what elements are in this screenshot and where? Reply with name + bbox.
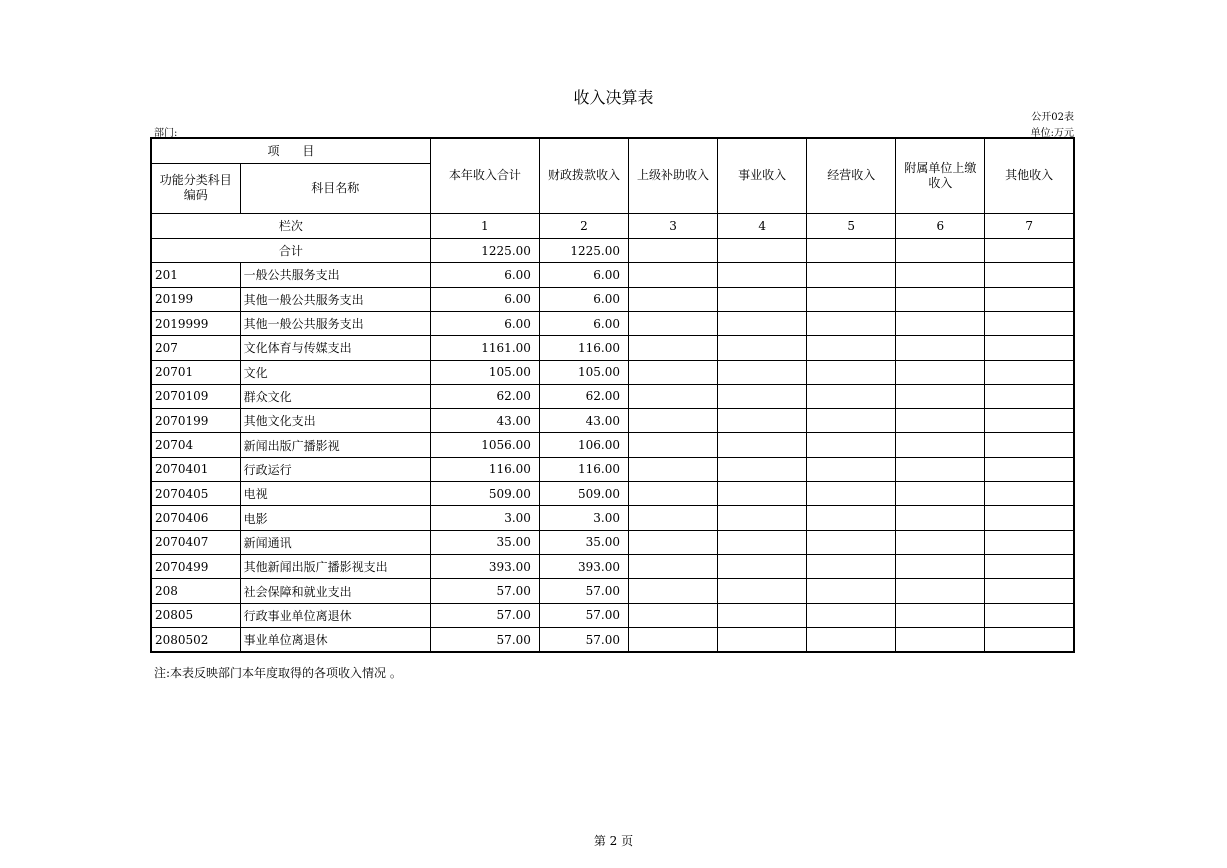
fiscal-allocation-cell: 62.00	[539, 384, 628, 408]
empty-cell	[985, 628, 1074, 652]
empty-cell	[807, 579, 896, 603]
name-cell: 行政运行	[240, 457, 430, 481]
empty-cell	[985, 579, 1074, 603]
empty-cell	[807, 603, 896, 627]
fiscal-allocation-cell: 57.00	[539, 579, 628, 603]
total-income-cell: 1056.00	[430, 433, 539, 457]
empty-cell	[896, 628, 985, 652]
total-income-cell: 6.00	[430, 287, 539, 311]
empty-cell	[807, 263, 896, 287]
empty-cell	[896, 238, 985, 262]
empty-cell	[807, 482, 896, 506]
empty-cell	[985, 530, 1074, 554]
empty-cell	[629, 555, 718, 579]
empty-cell	[807, 555, 896, 579]
project-header: 项 目	[151, 138, 430, 163]
empty-cell	[896, 579, 985, 603]
code-cell: 20701	[151, 360, 240, 384]
empty-cell	[807, 336, 896, 360]
empty-cell	[896, 530, 985, 554]
empty-cell	[718, 555, 807, 579]
name-cell: 电视	[240, 482, 430, 506]
empty-cell	[629, 360, 718, 384]
empty-cell	[718, 506, 807, 530]
empty-cell	[718, 433, 807, 457]
total-income-cell: 57.00	[430, 603, 539, 627]
code-cell: 2019999	[151, 311, 240, 335]
fiscal-allocation-cell: 393.00	[539, 555, 628, 579]
empty-cell	[985, 336, 1074, 360]
total-income-cell: 57.00	[430, 579, 539, 603]
total-income-cell: 393.00	[430, 555, 539, 579]
empty-cell	[896, 336, 985, 360]
col-header-7: 其他收入	[985, 138, 1074, 213]
table-row	[151, 384, 1074, 408]
empty-cell	[807, 409, 896, 433]
empty-cell	[718, 384, 807, 408]
empty-cell	[718, 482, 807, 506]
empty-cell	[896, 603, 985, 627]
fiscal-allocation-cell: 509.00	[539, 482, 628, 506]
empty-cell	[629, 530, 718, 554]
total-value-2: 1225.00	[539, 238, 628, 262]
code-cell: 2070406	[151, 506, 240, 530]
empty-cell	[629, 384, 718, 408]
empty-cell	[807, 360, 896, 384]
name-cell: 一般公共服务支出	[240, 263, 430, 287]
code-cell: 20199	[151, 287, 240, 311]
empty-cell	[807, 433, 896, 457]
form-number: 公开02表	[1031, 112, 1074, 123]
fiscal-allocation-cell: 35.00	[539, 530, 628, 554]
fiscal-allocation-cell: 105.00	[539, 360, 628, 384]
empty-cell	[807, 506, 896, 530]
table-row	[151, 555, 1074, 579]
code-cell: 207	[151, 336, 240, 360]
name-cell: 行政事业单位离退休	[240, 603, 430, 627]
empty-cell	[718, 311, 807, 335]
empty-cell	[629, 457, 718, 481]
name-cell: 新闻出版广播影视	[240, 433, 430, 457]
name-cell: 事业单位离退休	[240, 628, 430, 652]
fiscal-allocation-cell: 43.00	[539, 409, 628, 433]
fiscal-allocation-cell: 106.00	[539, 433, 628, 457]
fiscal-allocation-cell: 57.00	[539, 603, 628, 627]
unit-label: 单位:万元	[1030, 128, 1074, 139]
col-number-2: 2	[539, 213, 628, 238]
total-income-cell: 105.00	[430, 360, 539, 384]
empty-cell	[629, 628, 718, 652]
empty-cell	[807, 384, 896, 408]
total-income-cell: 1161.00	[430, 336, 539, 360]
empty-cell	[629, 311, 718, 335]
empty-cell	[718, 287, 807, 311]
code-cell: 201	[151, 263, 240, 287]
total-income-cell: 6.00	[430, 311, 539, 335]
total-income-cell: 57.00	[430, 628, 539, 652]
empty-cell	[718, 628, 807, 652]
empty-cell	[896, 482, 985, 506]
empty-cell	[896, 409, 985, 433]
col-header-3: 上级补助收入	[629, 138, 718, 213]
empty-cell	[718, 238, 807, 262]
fiscal-allocation-cell: 6.00	[539, 287, 628, 311]
empty-cell	[629, 238, 718, 262]
empty-cell	[985, 555, 1074, 579]
empty-cell	[985, 409, 1074, 433]
fiscal-allocation-cell: 3.00	[539, 506, 628, 530]
total-income-cell: 62.00	[430, 384, 539, 408]
empty-cell	[718, 457, 807, 481]
table-row	[151, 311, 1074, 335]
col-number-4: 4	[718, 213, 807, 238]
empty-cell	[896, 263, 985, 287]
empty-cell	[985, 603, 1074, 627]
total-income-cell: 116.00	[430, 457, 539, 481]
empty-cell	[629, 287, 718, 311]
col-number-6: 6	[896, 213, 985, 238]
department-label: 部门:	[154, 128, 178, 139]
code-cell: 2070405	[151, 482, 240, 506]
total-income-cell: 509.00	[430, 482, 539, 506]
empty-cell	[896, 506, 985, 530]
empty-cell	[629, 336, 718, 360]
empty-cell	[629, 482, 718, 506]
empty-cell	[629, 506, 718, 530]
table-row	[151, 457, 1074, 481]
col-header-2: 财政拨款收入	[539, 138, 628, 213]
total-income-cell: 3.00	[430, 506, 539, 530]
table-row	[151, 433, 1074, 457]
col-header-5: 经营收入	[807, 138, 896, 213]
empty-cell	[985, 238, 1074, 262]
table-row	[151, 336, 1074, 360]
empty-cell	[718, 336, 807, 360]
fiscal-allocation-cell: 116.00	[539, 336, 628, 360]
table-row	[151, 530, 1074, 554]
name-cell: 其他新闻出版广播影视支出	[240, 555, 430, 579]
empty-cell	[985, 482, 1074, 506]
empty-cell	[896, 287, 985, 311]
fiscal-allocation-cell: 6.00	[539, 263, 628, 287]
name-cell: 其他一般公共服务支出	[240, 287, 430, 311]
col-number-5: 5	[807, 213, 896, 238]
total-value-1: 1225.00	[430, 238, 539, 262]
col-header-1: 本年收入合计	[430, 138, 539, 213]
table-row	[151, 579, 1074, 603]
fiscal-allocation-cell: 116.00	[539, 457, 628, 481]
income-table	[150, 137, 1075, 653]
name-cell: 文化	[240, 360, 430, 384]
table-row	[151, 506, 1074, 530]
name-cell: 文化体育与传媒支出	[240, 336, 430, 360]
empty-cell	[718, 409, 807, 433]
col-header-4: 事业收入	[718, 138, 807, 213]
code-cell: 2070499	[151, 555, 240, 579]
empty-cell	[985, 311, 1074, 335]
total-row	[151, 238, 1074, 262]
table-row	[151, 360, 1074, 384]
total-income-cell: 43.00	[430, 409, 539, 433]
empty-cell	[718, 263, 807, 287]
empty-cell	[629, 579, 718, 603]
col-header-6: 附属单位上缴收入	[896, 138, 985, 213]
empty-cell	[807, 628, 896, 652]
column-number-row	[151, 213, 1074, 238]
empty-cell	[629, 263, 718, 287]
empty-cell	[896, 384, 985, 408]
empty-cell	[629, 433, 718, 457]
empty-cell	[985, 263, 1074, 287]
empty-cell	[985, 433, 1074, 457]
name-header: 科目名称	[240, 163, 430, 213]
table-row	[151, 263, 1074, 287]
empty-cell	[718, 530, 807, 554]
empty-cell	[807, 287, 896, 311]
name-cell: 其他一般公共服务支出	[240, 311, 430, 335]
empty-cell	[807, 530, 896, 554]
code-cell: 20704	[151, 433, 240, 457]
total-label: 合计	[151, 238, 430, 262]
name-cell: 社会保障和就业支出	[240, 579, 430, 603]
empty-cell	[896, 457, 985, 481]
code-cell: 2070199	[151, 409, 240, 433]
empty-cell	[896, 311, 985, 335]
empty-cell	[985, 287, 1074, 311]
empty-cell	[807, 238, 896, 262]
empty-cell	[718, 360, 807, 384]
name-cell: 其他文化支出	[240, 409, 430, 433]
code-cell: 2070109	[151, 384, 240, 408]
code-cell: 2080502	[151, 628, 240, 652]
empty-cell	[718, 579, 807, 603]
table-note: 注:本表反映部门本年度取得的各项收入情况 。	[154, 666, 402, 680]
empty-cell	[985, 360, 1074, 384]
header-row-1	[151, 138, 1074, 163]
empty-cell	[807, 457, 896, 481]
empty-cell	[807, 311, 896, 335]
empty-cell	[718, 603, 807, 627]
empty-cell	[985, 506, 1074, 530]
empty-cell	[629, 603, 718, 627]
empty-cell	[985, 457, 1074, 481]
total-income-cell: 35.00	[430, 530, 539, 554]
total-income-cell: 6.00	[430, 263, 539, 287]
name-cell: 新闻通讯	[240, 530, 430, 554]
table-row	[151, 287, 1074, 311]
empty-cell	[629, 409, 718, 433]
code-header: 功能分类科目编码	[151, 163, 240, 213]
col-number-3: 3	[629, 213, 718, 238]
table-row	[151, 628, 1074, 652]
empty-cell	[896, 360, 985, 384]
lanci-label: 栏次	[151, 213, 430, 238]
table-row	[151, 409, 1074, 433]
fiscal-allocation-cell: 6.00	[539, 311, 628, 335]
empty-cell	[896, 433, 985, 457]
col-number-7: 7	[985, 213, 1074, 238]
report-title: 收入决算表	[573, 88, 654, 107]
fiscal-allocation-cell: 57.00	[539, 628, 628, 652]
empty-cell	[896, 555, 985, 579]
empty-cell	[985, 384, 1074, 408]
col-number-1: 1	[430, 213, 539, 238]
name-cell: 群众文化	[240, 384, 430, 408]
table-row	[151, 482, 1074, 506]
code-cell: 2070407	[151, 530, 240, 554]
page-number: 第 2 页	[593, 834, 634, 848]
code-cell: 208	[151, 579, 240, 603]
code-cell: 2070401	[151, 457, 240, 481]
name-cell: 电影	[240, 506, 430, 530]
code-cell: 20805	[151, 603, 240, 627]
table-row	[151, 603, 1074, 627]
